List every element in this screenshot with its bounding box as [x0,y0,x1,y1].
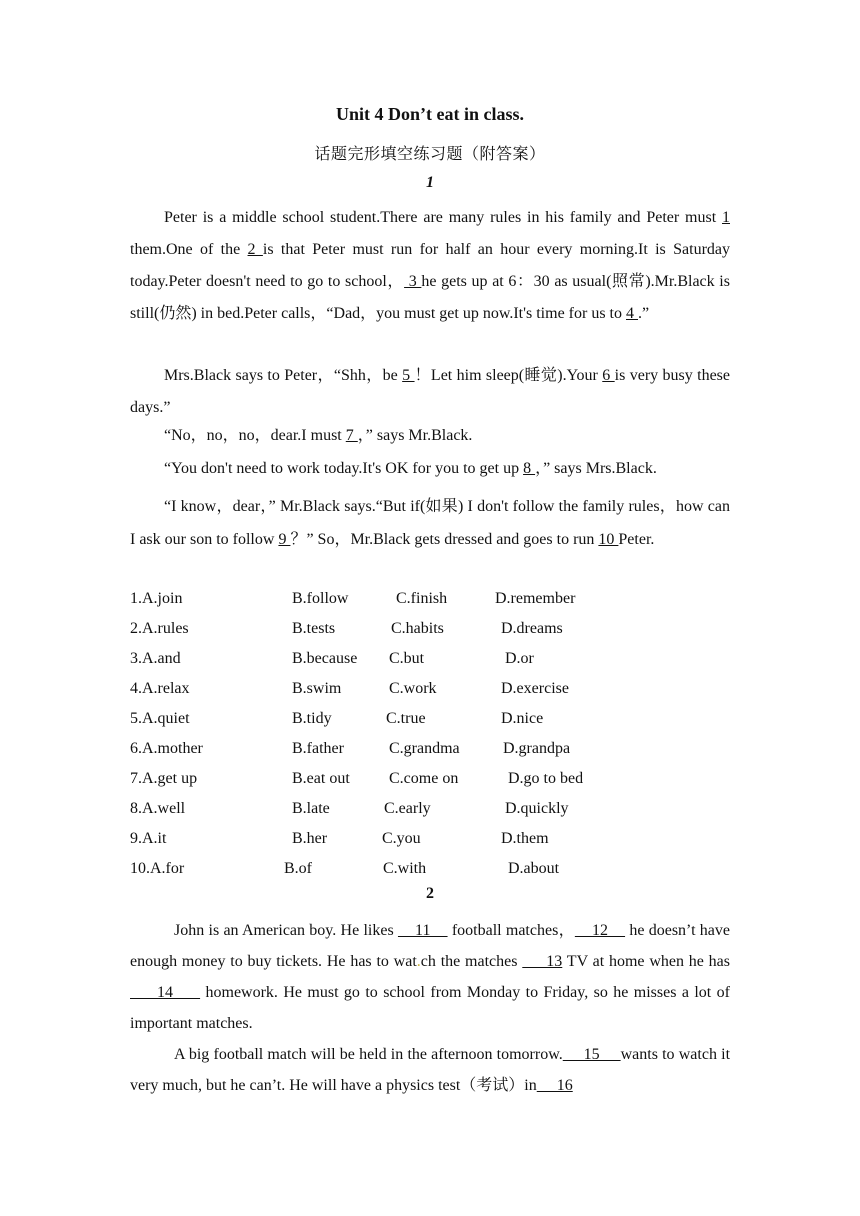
option-choice: C.you [382,830,421,847]
passage-paragraph: Peter is a middle school student.There are many rules in his family and Peter must 1 them.One of the 2 is that Peter must run for half an hour every morning.It is Saturday today.Peter doesn't need to go to school， 3 he gets up at 6：30 as usual(照常).Mr.Black is still(仍然) in bed.Peter calls，“Dad，you must get up now.It's time for us to 4 .” [130,209,730,322]
option-choice: D.exercise [501,680,569,697]
option-choice: B.follow [292,590,349,607]
blank: 13 [522,953,563,970]
blank: 12 [574,922,626,939]
option-choice: B.tests [292,620,336,637]
blank: 2 [247,241,263,258]
passage-paragraph: “I know，dear，” Mr.Black says.“But if(如果) I don't follow the family rules，how can I ask our son to follow 9 ？” So，Mr.Black gets dressed and goes to run 10 Peter. [130,498,730,548]
option-choice: D.grandpa [503,740,571,757]
page-title: Unit 4 Don’t eat in class. [336,104,524,124]
blank: 3 [404,273,422,290]
option-row [130,620,730,640]
option-choice: 10.A.for [130,860,185,877]
passage-paragraph: Mrs.Black says to Peter，“Shh，be 5 ！Let him sleep(睡觉).Your 6 is very busy these days.” [130,367,731,416]
option-choice: D.go to bed [508,770,584,787]
option-choice: D.them [501,830,549,847]
passage-paragraph: John is an American boy. He likes 11 football matches， 12 he doesn’t have enough money to buy tickets. He has to wat.ch the matches 13 TV at home when he has 14 homework. He must go to school from Monday to Friday, so he misses a lot of important matches. [130,922,731,1032]
option-choice: 9.A.it [130,830,167,847]
option-row [130,800,730,820]
option-choice: 2.A.rules [130,620,189,637]
blank: 11 [397,922,448,939]
option-choice: 3.A.and [130,650,181,667]
blank: 9 [278,531,291,548]
option-choice: D.about [508,860,560,877]
option-choice: 6.A.mother [130,740,203,757]
option-choice: 1.A.join [130,590,183,607]
option-choice: B.because [292,650,358,667]
option-choice: D.nice [501,710,544,727]
blank: 6 [602,367,615,384]
passage-paragraph: A big football match will be held in the afternoon tomorrow. 15 wants to watch it very much, but he can’t. He will have a physics test（考试）in 16 [130,1046,731,1094]
option-choice: B.of [284,860,312,877]
passage-paragraph: “You don't need to work today.It's OK for you to get up 8 ，” says Mrs.Black. [164,460,657,477]
option-row [130,680,730,700]
option-choice: 7.A.get up [130,770,198,787]
blank: 16 [536,1077,573,1094]
option-row [130,860,730,880]
option-choice: C.with [383,860,427,877]
option-choice: C.early [384,800,431,817]
option-row [130,770,730,790]
option-choice: C.grandma [389,740,460,757]
option-choice: C.work [389,680,437,697]
option-row [130,590,730,610]
blank: 5 [402,367,415,384]
blank: 14 [130,984,201,1001]
passage-paragraph: “No，no，no，dear.I must 7 ，” says Mr.Black. [164,427,473,444]
blank: 10 [598,531,619,548]
option-choice: C.true [386,710,426,727]
option-row [130,650,730,670]
option-choice: B.her [292,830,328,847]
blank: 7 [345,427,358,444]
option-choice: D.or [505,650,534,667]
option-choice: B.tidy [292,710,332,727]
blank: 4 [626,305,638,322]
section-number: 2 [426,885,434,902]
blank: 1 [722,209,730,226]
section-number: 1 [426,174,434,191]
option-choice: 4.A.relax [130,680,190,697]
option-choice: B.swim [292,680,342,697]
option-choice: B.late [292,800,330,817]
option-choice: C.finish [396,590,448,607]
option-choice: 5.A.quiet [130,710,190,727]
option-choice: 8.A.well [130,800,186,817]
option-choice: D.remember [495,590,576,607]
option-row [130,710,730,730]
option-row [130,830,730,850]
option-choice: D.dreams [501,620,563,637]
blank: 15 [562,1046,621,1063]
option-choice: C.but [389,650,425,667]
blank: 8 [523,460,536,477]
page-subtitle: 话题完形填空练习题（附答案） [314,144,546,163]
option-choice: B.father [292,740,344,757]
option-choice: C.habits [391,620,444,637]
option-choice: B.eat out [292,770,350,787]
option-choice: C.come on [389,770,459,787]
option-row [130,740,730,760]
option-choice: D.quickly [505,800,569,817]
